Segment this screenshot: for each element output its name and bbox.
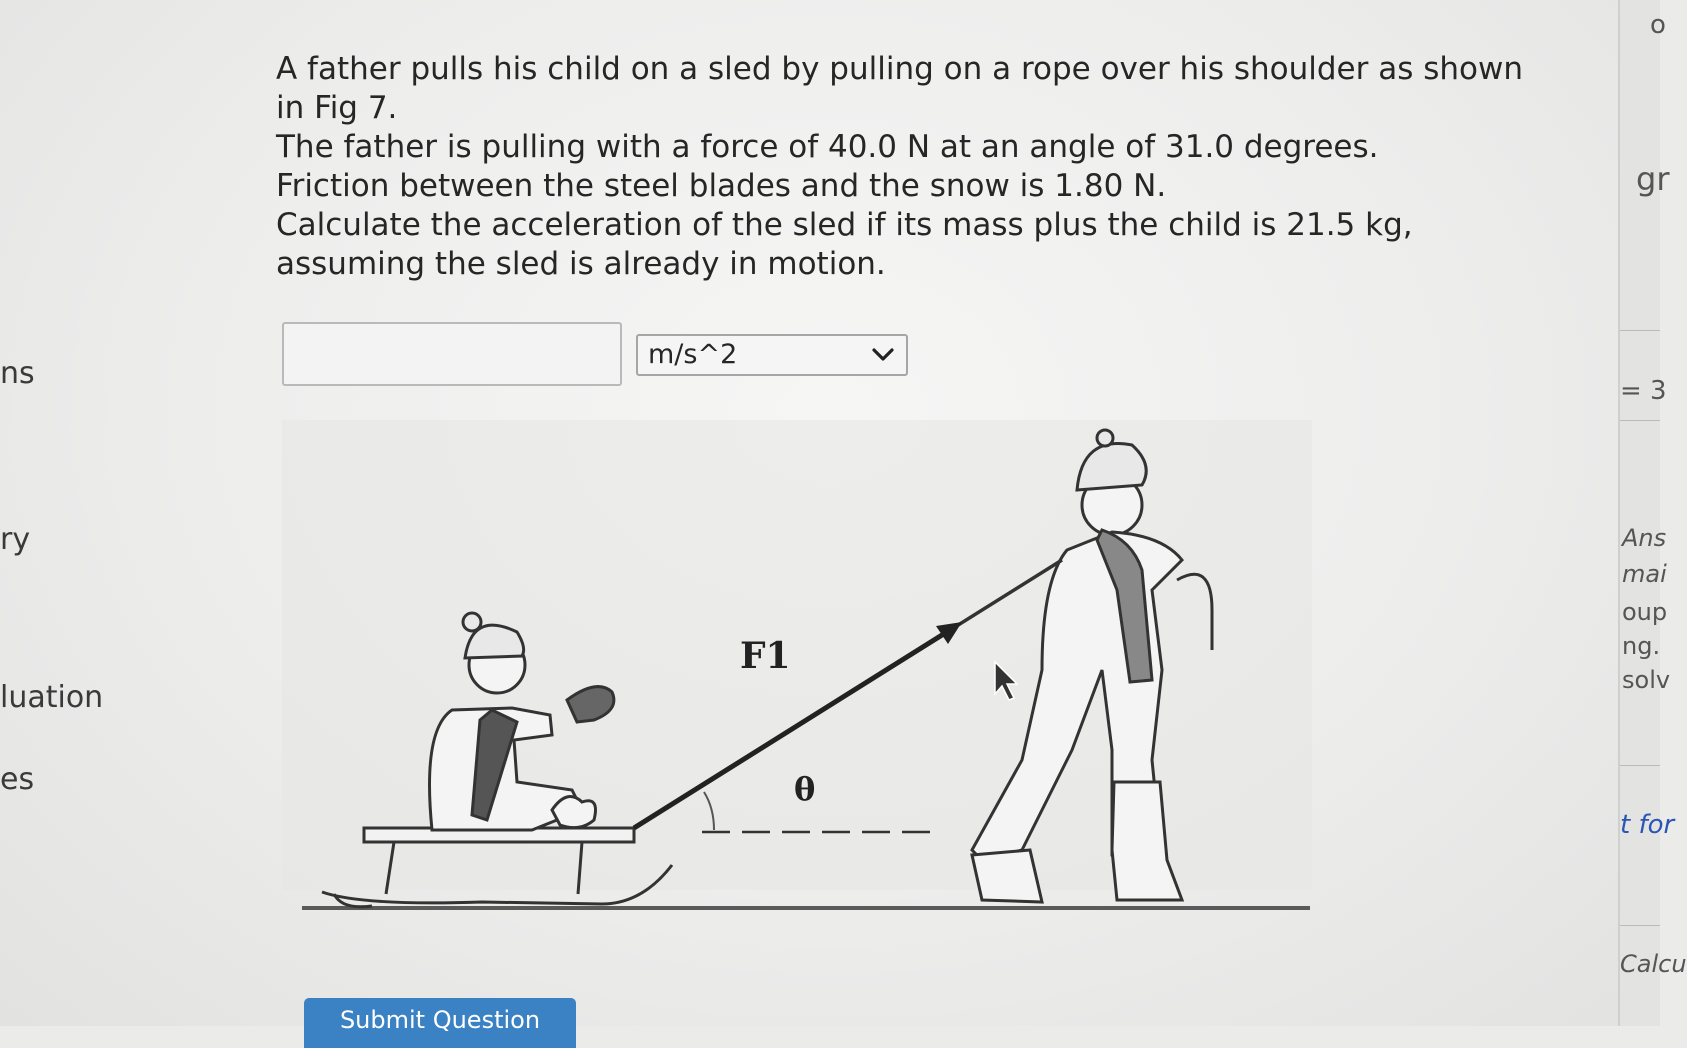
submit-question-button[interactable]: Submit Question <box>304 998 576 1048</box>
right-panel-link[interactable]: t for <box>1620 810 1675 840</box>
question-text <box>276 50 1526 284</box>
right-panel-fragment: o <box>1650 10 1666 40</box>
right-panel-fragment: ng. <box>1622 632 1661 660</box>
force-label: F1 <box>740 635 791 677</box>
right-panel-fragment: = 3 <box>1620 376 1667 406</box>
sidebar-item[interactable]: ns <box>0 356 35 391</box>
sled-figure <box>282 410 1312 940</box>
question-line: A father pulls his child on a sled by pulling on a rope over his shoulder as shown in Fig 7. <box>276 51 1523 126</box>
angle-label: θ <box>794 770 816 808</box>
unit-select-value: m/s^2 <box>648 339 738 370</box>
question-line: Friction between the steel blades and the snow is 1.80 N. <box>276 168 1167 204</box>
right-panel-fragment: oup <box>1622 598 1668 626</box>
question-line: Calculate the acceleration of the sled if its mass plus the child is 21.5 kg, assuming the sled is already in motion. <box>276 207 1413 282</box>
right-panel-fragment: Ans <box>1622 524 1667 552</box>
sidebar-item[interactable]: luation <box>0 680 104 715</box>
sidebar-item[interactable]: es <box>0 762 35 797</box>
left-sidebar <box>0 0 140 1026</box>
right-panel <box>1618 0 1687 1026</box>
unit-select[interactable] <box>636 334 908 376</box>
right-panel-fragment: gr <box>1636 160 1670 198</box>
right-panel-fragment: mai <box>1622 560 1667 588</box>
question-line: The father is pulling with a force of 40.0 N at an angle of 31.0 degrees. <box>276 129 1379 165</box>
answer-input[interactable] <box>282 322 622 386</box>
sidebar-item[interactable]: ry <box>0 522 31 557</box>
right-panel-fragment: solv <box>1622 666 1671 694</box>
right-panel-fragment: Calcu <box>1620 950 1687 978</box>
chevron-down-icon <box>870 340 896 381</box>
